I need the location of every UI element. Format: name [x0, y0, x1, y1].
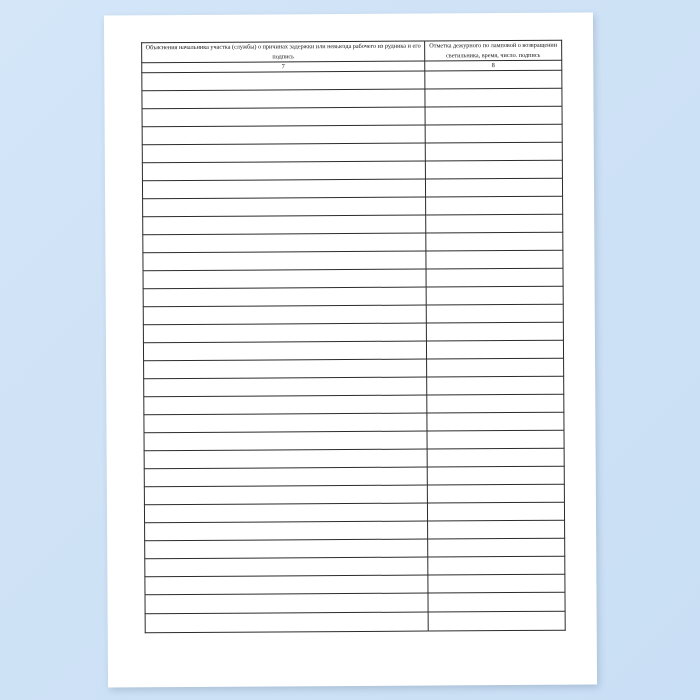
cell-lamp-return[interactable] [427, 430, 564, 449]
table-body [142, 40, 566, 633]
cell-explanations[interactable] [144, 485, 427, 505]
cell-explanations[interactable] [144, 377, 427, 397]
cell-lamp-return[interactable] [425, 178, 562, 197]
cell-explanations[interactable] [144, 413, 427, 433]
cell-explanations[interactable] [145, 557, 428, 577]
cell-explanations[interactable] [144, 395, 427, 415]
cell-explanations[interactable] [142, 89, 425, 109]
cell-explanations[interactable] [142, 161, 425, 181]
cell-explanations[interactable] [142, 71, 425, 91]
cell-lamp-return[interactable] [425, 142, 562, 161]
cell-lamp-return[interactable] [426, 196, 563, 215]
cell-lamp-return[interactable] [427, 484, 564, 503]
cell-lamp-return[interactable] [428, 611, 565, 631]
cell-lamp-return[interactable] [425, 124, 562, 143]
cell-lamp-return[interactable] [427, 358, 564, 377]
cell-explanations[interactable] [144, 467, 427, 487]
cell-lamp-return[interactable] [426, 286, 563, 305]
cell-lamp-return[interactable] [426, 268, 563, 287]
cell-lamp-return[interactable] [427, 394, 564, 413]
cell-lamp-return[interactable] [426, 304, 563, 323]
cell-lamp-return[interactable] [428, 538, 565, 557]
cell-explanations[interactable] [142, 143, 425, 163]
column-header-lamp-return-note: Отметка дежурного по ламповой о возвращении светильника, время, число. подпись [425, 40, 562, 61]
cell-explanations[interactable] [145, 539, 428, 559]
cell-explanations[interactable] [143, 215, 426, 235]
cell-explanations[interactable] [145, 612, 428, 633]
table-row [145, 611, 565, 633]
table-header-row [142, 40, 562, 63]
cell-explanations[interactable] [142, 107, 425, 127]
cell-lamp-return[interactable] [426, 250, 563, 269]
cell-lamp-return[interactable] [426, 322, 563, 341]
cell-lamp-return[interactable] [427, 466, 564, 485]
cell-explanations[interactable] [143, 287, 426, 307]
document-page-content [104, 13, 597, 688]
cell-explanations[interactable] [143, 305, 426, 325]
cell-explanations[interactable] [143, 251, 426, 271]
cell-lamp-return[interactable] [425, 160, 562, 179]
cell-explanations[interactable] [144, 503, 427, 523]
cell-lamp-return[interactable] [427, 448, 564, 467]
cell-explanations[interactable] [144, 431, 427, 451]
cell-lamp-return[interactable] [428, 556, 565, 575]
cell-explanations[interactable] [143, 341, 426, 361]
cell-explanations[interactable] [144, 449, 427, 469]
cell-lamp-return[interactable] [426, 232, 563, 251]
cell-lamp-return[interactable] [427, 412, 564, 431]
lamp-room-journal-table [141, 40, 566, 634]
cell-lamp-return[interactable] [428, 520, 565, 539]
cell-explanations[interactable] [144, 359, 427, 379]
cell-explanations[interactable] [143, 197, 426, 217]
cell-lamp-return[interactable] [425, 106, 562, 125]
table-row [145, 592, 565, 614]
cell-explanations[interactable] [145, 575, 428, 595]
cell-lamp-return[interactable] [426, 214, 563, 233]
column-number-7: 7 [142, 61, 425, 73]
cell-lamp-return[interactable] [425, 88, 562, 107]
cell-lamp-return[interactable] [425, 70, 562, 89]
cell-explanations[interactable] [145, 593, 428, 614]
cell-lamp-return[interactable] [427, 376, 564, 395]
cell-lamp-return[interactable] [426, 340, 563, 359]
cell-explanations[interactable] [143, 323, 426, 343]
column-number-8: 8 [425, 60, 562, 71]
cell-lamp-return[interactable] [427, 502, 564, 521]
cell-explanations[interactable] [145, 521, 428, 541]
cell-lamp-return[interactable] [428, 574, 565, 593]
column-header-explanations: Объяснения начальника участка (службы) о причинах задержки или невыезда рабочего из рудника и его подпись [142, 41, 425, 63]
cell-lamp-return[interactable] [428, 592, 565, 612]
cell-explanations[interactable] [142, 125, 425, 145]
cell-explanations[interactable] [142, 179, 425, 199]
document-page [104, 13, 597, 688]
cell-explanations[interactable] [143, 269, 426, 289]
cell-explanations[interactable] [143, 233, 426, 253]
